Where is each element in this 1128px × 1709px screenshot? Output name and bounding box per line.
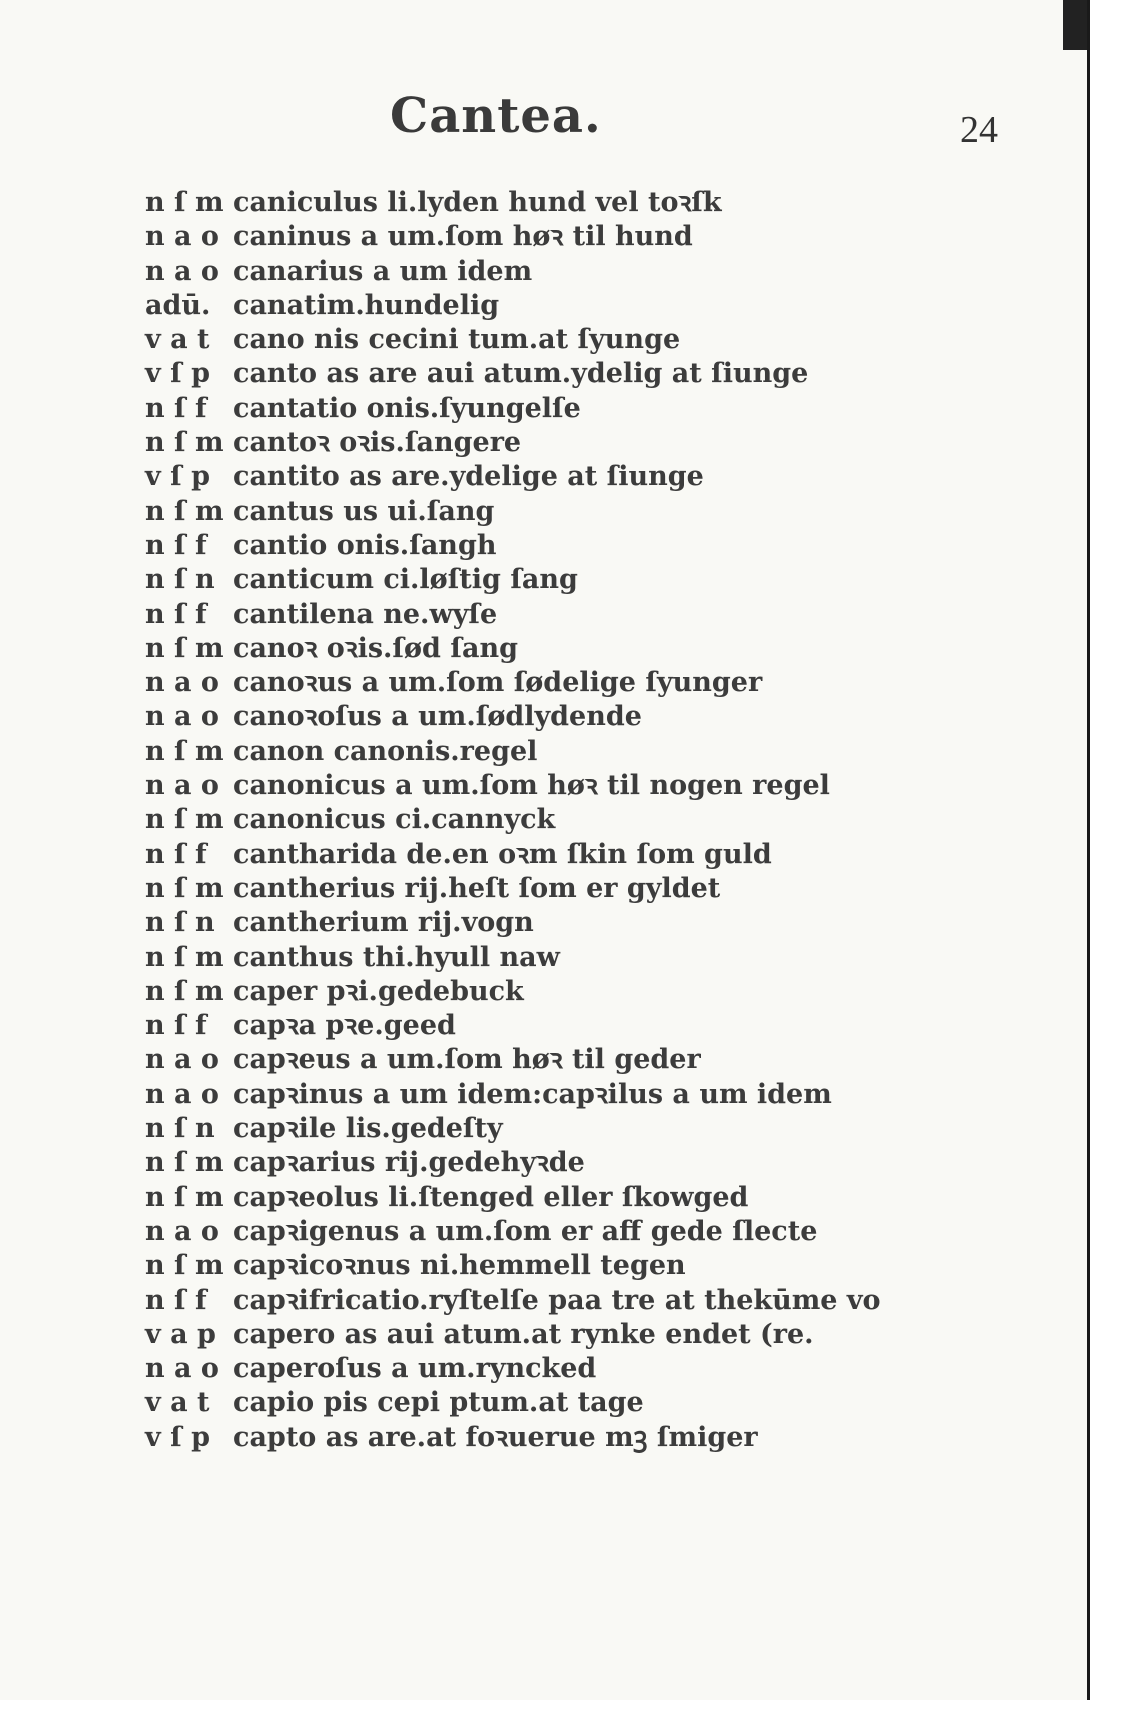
dictionary-entry (145, 700, 881, 734)
scan-edge-mark (1063, 0, 1087, 50)
grammar-code: n ſ m (145, 735, 224, 767)
dictionary-entry (145, 1386, 881, 1420)
entry-text: canonicus a um.ſom høꝛ til nogen regel (233, 770, 830, 802)
dictionary-entry (145, 1146, 881, 1180)
dictionary-entry (145, 1181, 881, 1215)
grammar-code: n a o (145, 770, 219, 802)
dictionary-entry (145, 1009, 881, 1043)
grammar-code: n ſ f (145, 1284, 207, 1316)
dictionary-entry (145, 838, 881, 872)
grammar-code: v a t (145, 1387, 210, 1419)
entry-text: canoꝛoſus a um.ſødlydende (233, 701, 642, 733)
grammar-code: n ſ m (145, 872, 224, 904)
dictionary-entry (145, 289, 881, 323)
entry-text: capꝛifricatio.ryſtelſe paa tre at thekūme vo (233, 1284, 881, 1316)
entry-text: cantoꝛ oꝛis.ſangere (233, 427, 522, 459)
grammar-code: n a o (145, 221, 219, 253)
grammar-code: v ſ p (145, 1421, 210, 1453)
entry-text: cantatio onis.ſyungelſe (233, 392, 581, 424)
grammar-code: n ſ m (145, 1250, 224, 1282)
entry-text: canto as are aui atum.ydelig at ſiunge (233, 358, 809, 390)
dictionary-entry (145, 632, 881, 666)
entry-text: capꝛicoꝛnus ni.hemmell tegen (233, 1250, 686, 1282)
dictionary-entry (145, 1112, 881, 1146)
dictionary-entry (145, 598, 881, 632)
grammar-code: n ſ m (145, 495, 224, 527)
dictionary-entry (145, 460, 881, 494)
grammar-code: n ſ m (145, 427, 224, 459)
entry-text: canoꝛ oꝛis.ſød ſang (233, 632, 518, 664)
grammar-code: n a o (145, 1215, 219, 1247)
entry-text: canticum ci.løſtig ſang (233, 564, 578, 596)
dictionary-entry (145, 186, 881, 220)
entry-text: capꝛinus a um idem:capꝛilus a um idem (233, 1078, 832, 1110)
dictionary-entry (145, 872, 881, 906)
dictionary-entry (145, 255, 881, 289)
entry-text: caper pꝛi.gedebuck (233, 975, 524, 1007)
dictionary-entry (145, 1284, 881, 1318)
entry-text: caperoſus a um.ryncked (233, 1353, 597, 1385)
dictionary-entry (145, 1043, 881, 1077)
grammar-code: n ſ f (145, 392, 207, 424)
dictionary-entry-list (145, 186, 881, 1455)
dictionary-entry (145, 975, 881, 1009)
entry-text: cano nis cecini tum.at ſyunge (233, 324, 681, 356)
grammar-code: n ſ n (145, 564, 215, 596)
dictionary-entry (145, 1318, 881, 1352)
entry-text: canatim.hundelig (233, 289, 500, 321)
grammar-code: n a o (145, 255, 219, 287)
page-title: Cantea. (390, 88, 602, 144)
entry-text: caninus a um.ſom høꝛ til hund (233, 221, 693, 253)
dictionary-entry (145, 803, 881, 837)
entry-text: cantharida de.en oꝛm ſkin ſom guld (233, 838, 772, 870)
entry-text: capto as are.at foꝛuerue mꝫ ſmiger (233, 1421, 758, 1453)
grammar-code: n ſ f (145, 529, 207, 561)
entry-text: canthus thi.hyull naw (233, 941, 560, 973)
grammar-code: v a p (145, 1318, 216, 1350)
dictionary-entry (145, 941, 881, 975)
grammar-code: v ſ p (145, 461, 210, 493)
grammar-code: n ſ f (145, 598, 207, 630)
entry-text: capꝛeolus li.ſtenged eller ſkowged (233, 1181, 749, 1213)
entry-text: caniculus li.lyden hund vel toꝛſk (233, 187, 722, 218)
dictionary-entry (145, 426, 881, 460)
entry-text: cantilena ne.wyſe (233, 598, 498, 630)
dictionary-entry (145, 563, 881, 597)
grammar-code: n ſ f (145, 838, 207, 870)
grammar-code: n ſ m (145, 804, 224, 836)
entry-text: canonicus ci.cannyck (233, 804, 556, 836)
page-number: 24 (960, 109, 998, 151)
grammar-code: v ſ p (145, 358, 210, 390)
grammar-code: n ſ m (145, 1181, 224, 1213)
grammar-code: n a o (145, 701, 219, 733)
grammar-code: n ſ f (145, 1010, 207, 1042)
entry-text: capio pis cepi ptum.at tage (233, 1387, 644, 1419)
entry-text: capero as aui atum.at rynke endet (re. (233, 1318, 814, 1350)
dictionary-entry (145, 392, 881, 426)
entry-text: canon canonis.regel (233, 735, 538, 767)
entry-text: capꝛigenus a um.ſom er aff gede ſlecte (233, 1215, 818, 1247)
grammar-code: adū. (145, 289, 211, 321)
dictionary-entry (145, 323, 881, 357)
grammar-code: n ſ m (145, 975, 224, 1007)
grammar-code: n ſ m (145, 1147, 224, 1179)
dictionary-entry (145, 1249, 881, 1283)
grammar-code: n a o (145, 1078, 219, 1110)
dictionary-entry (145, 666, 881, 700)
entry-text: capꝛa pꝛe.geed (233, 1010, 456, 1042)
grammar-code: v a t (145, 324, 210, 356)
grammar-code: n ſ n (145, 907, 215, 939)
entry-text: capꝛeus a um.ſom høꝛ til geder (233, 1044, 701, 1076)
entry-text: capꝛile lis.gedeſty (233, 1113, 503, 1145)
grammar-code: n a o (145, 1353, 219, 1385)
dictionary-entry (145, 220, 881, 254)
entry-text: canarius a um idem (233, 255, 533, 287)
dictionary-entry (145, 1421, 881, 1455)
entry-text: canoꝛus a um.ſom ſødelige ſyunger (233, 667, 763, 699)
dictionary-entry (145, 1352, 881, 1386)
entry-text: cantito as are.ydelige at ſiunge (233, 461, 704, 493)
dictionary-entry (145, 769, 881, 803)
grammar-code: n a o (145, 1044, 219, 1076)
dictionary-entry (145, 906, 881, 940)
grammar-code: n a o (145, 667, 219, 699)
grammar-code: n ſ m (145, 187, 224, 218)
entry-text: cantio onis.ſangh (233, 529, 497, 561)
dictionary-entry (145, 1078, 881, 1112)
entry-text: capꝛarius rij.gedehyꝛde (233, 1147, 585, 1179)
grammar-code: n ſ m (145, 941, 224, 973)
grammar-code: n ſ n (145, 1113, 215, 1145)
dictionary-entry (145, 529, 881, 563)
entry-text: cantherius rij.heſt ſom er gyldet (233, 872, 721, 904)
dictionary-entry (145, 495, 881, 529)
dictionary-entry (145, 1215, 881, 1249)
entry-text: cantherium rij.vogn (233, 907, 534, 939)
entry-text: cantus us ui.ſang (233, 495, 495, 527)
dictionary-entry (145, 357, 881, 391)
dictionary-entry (145, 735, 881, 769)
grammar-code: n ſ m (145, 632, 224, 664)
